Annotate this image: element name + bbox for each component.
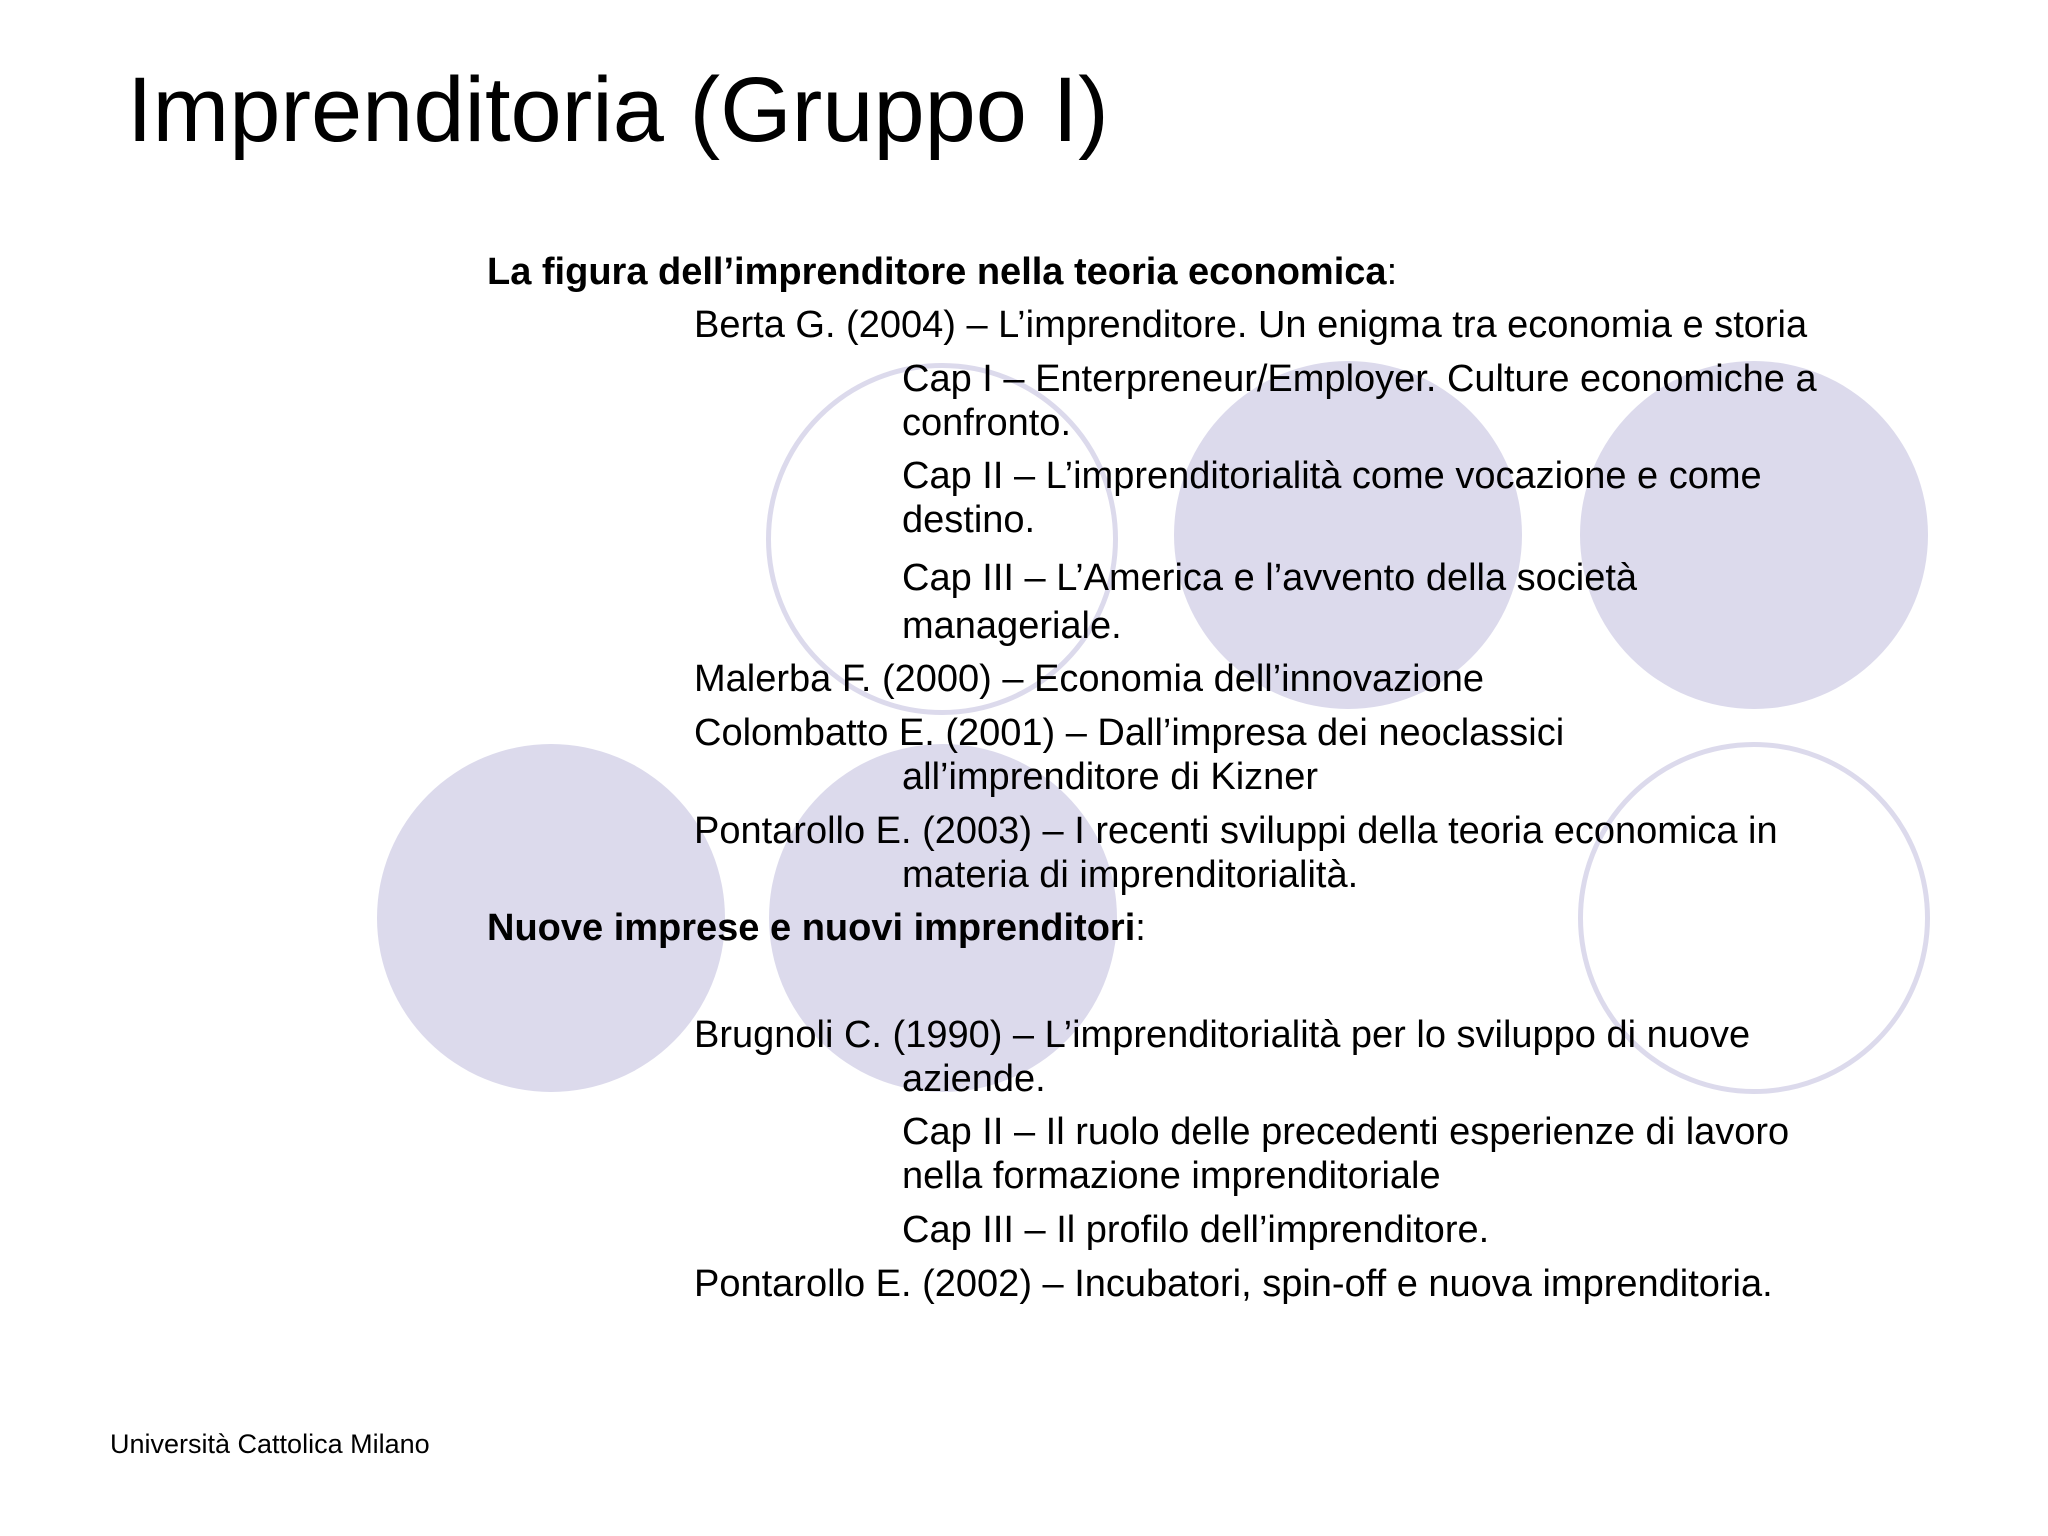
section-heading [487,250,1397,294]
section-heading-text: La figura dell’imprenditore nella teoria economica [487,251,1387,293]
chapter-item: Cap III – L’America e l’avvento della società [902,557,1638,599]
chapter-item: Cap I – Enterpreneur/Employer. Culture economiche a [902,358,1817,400]
reference-item: Pontarollo E. (2003) – I recenti sviluppi della teoria economica in [694,810,1778,852]
chapter-item: Cap II – L’imprenditorialità come vocazione e come [902,455,1762,497]
section-heading-colon: : [1386,251,1398,293]
section-heading [487,906,1146,950]
reference-item-continuation: aziende. [902,1058,1046,1100]
section-heading-text: Nuove imprese e nuovi imprenditori [487,907,1136,949]
reference-item: Colombatto E. (2001) – Dall’impresa dei neoclassici [694,712,1565,754]
reference-item-continuation: all’imprenditore di Kizner [902,756,1319,798]
chapter-item-continuation: manageriale. [902,605,1122,647]
slide-title: Imprenditoria (Gruppo I) [127,59,1109,161]
reference-item: Pontarollo E. (2002) – Incubatori, spin-off e nuova imprenditoria. [694,1263,1773,1305]
chapter-item-continuation: nella formazione imprenditoriale [902,1155,1441,1197]
footer-institution: Università Cattolica Milano [110,1429,430,1459]
chapter-item-continuation: confronto. [902,402,1071,444]
reference-item: Malerba F. (2000) – Economia dell’innovazione [694,658,1485,700]
reference-item: Berta G. (2004) – L’imprenditore. Un enigma tra economia e storia [694,304,1808,346]
reference-item: Brugnoli C. (1990) – L’imprenditorialità per lo sviluppo di nuove [694,1014,1751,1056]
chapter-item-continuation: destino. [902,499,1036,541]
chapter-item: Cap II – Il ruolo delle precedenti esperienze di lavoro [902,1111,1790,1153]
chapter-item: Cap III – Il profilo dell’imprenditore. [902,1209,1490,1251]
section-heading-colon: : [1135,907,1146,949]
reference-item-continuation: materia di imprenditorialità. [902,854,1359,896]
